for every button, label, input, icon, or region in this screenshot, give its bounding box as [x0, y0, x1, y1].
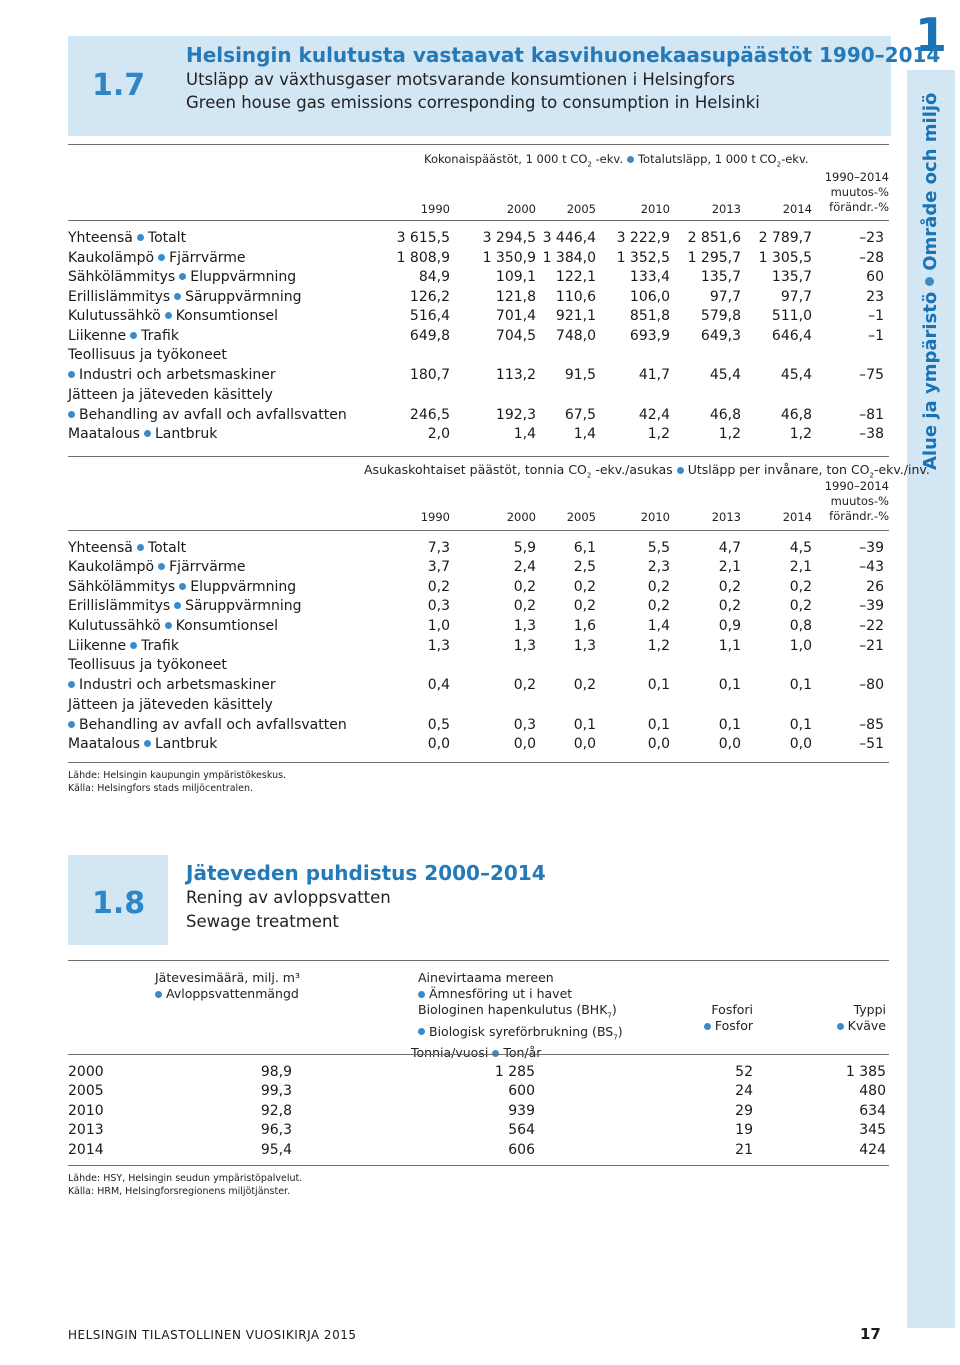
table-cell: 1,4: [513, 426, 536, 442]
table-cell: 0,1: [718, 677, 741, 693]
table-cell: 0,8: [789, 618, 812, 634]
table-cell: 46,8: [709, 407, 741, 423]
nitrogen-heading: Typpi Kväve: [790, 1002, 886, 1034]
table-cell: 41,7: [638, 367, 670, 383]
section-subtitle-en: Green house gas emissions corresponding to consumption in Helsinki: [186, 93, 760, 112]
change-cell: –28: [859, 250, 884, 266]
phosphorus-heading: Fosfori Fosfor: [650, 1002, 753, 1034]
table-cell: 0,1: [573, 717, 596, 733]
table-cell: 2,4: [513, 559, 536, 575]
table-cell: 2,3: [647, 559, 670, 575]
row-label-fi: Kulutussähkö: [68, 308, 161, 324]
row-label-sv: Fjärrvärme: [169, 250, 246, 266]
row-label-sv-text: Behandling av avfall och avfallsvatten: [79, 717, 347, 733]
section-subtitle-sv: Utsläpp av växthusgaser motsvarande konsumtionen i Helsingfors: [186, 70, 735, 89]
table-cell: 1 384,0: [542, 250, 596, 266]
change-heading: 1990–2014 muutos-% förändr.-%: [824, 479, 889, 523]
change-cell: –1: [868, 308, 884, 324]
bullet-dot: [68, 721, 75, 728]
table-cell: 106,0: [629, 289, 670, 305]
row-label-fi: Yhteensä: [68, 540, 133, 556]
bullet-dot: [130, 332, 137, 339]
row-label-sv: Lantbruk: [154, 736, 218, 752]
table-cell: 701,4: [495, 308, 536, 324]
row-label: [68, 617, 278, 635]
year-heading: 2000: [506, 202, 536, 216]
row-label-fi: Maatalous: [68, 426, 140, 442]
table-cell: 0,2: [427, 579, 450, 595]
table-cell: 1,3: [427, 638, 450, 654]
table-cell: 3,7: [427, 559, 450, 575]
table-cell: 1,2: [789, 426, 812, 442]
row-label-sv: Konsumtionsel: [175, 308, 279, 324]
table-cell: 0,0: [513, 736, 536, 752]
table-cell: 3 446,4: [542, 230, 596, 246]
row-label-fi: Sähkölämmitys: [68, 269, 176, 285]
table-cell: 1 350,9: [482, 250, 536, 266]
table-cell: 1 808,9: [396, 250, 450, 266]
year-heading: 2014: [782, 510, 812, 524]
table-cell: 1,6: [573, 618, 596, 634]
bullet-dot: [137, 544, 144, 551]
table-cell: 126,2: [409, 289, 450, 305]
table-cell: 1 305,5: [758, 250, 812, 266]
row-label-sv: Säruppvärmning: [185, 598, 302, 614]
table-cell: 2,1: [718, 559, 741, 575]
row-label-sv: Trafik: [141, 638, 179, 654]
phosphorus-cell: 19: [735, 1122, 753, 1138]
chapter-number: 1: [914, 8, 947, 62]
table-rule: [68, 456, 889, 457]
bullet-dot: [68, 681, 75, 688]
row-label: [68, 578, 296, 596]
bod-cell: 600: [508, 1083, 535, 1099]
row-label: [68, 558, 246, 576]
row-label-sv: Eluppvärmning: [190, 579, 297, 595]
change-cell: –38: [859, 426, 884, 442]
year-heading: 2005: [566, 202, 596, 216]
table-cell: 0,0: [427, 736, 450, 752]
nitrogen-cell: 424: [859, 1142, 886, 1158]
section-subtitle-en: Sewage treatment: [186, 912, 339, 931]
phosphorus-cell: 29: [735, 1103, 753, 1119]
table-cell: 0,1: [647, 677, 670, 693]
table-cell: 7,3: [427, 540, 450, 556]
row-label-fi: Erillislämmitys: [68, 598, 171, 614]
row-label-sv-text: Industri och arbetsmaskiner: [79, 677, 276, 693]
table-cell: 1,2: [647, 426, 670, 442]
row-label-sv: Konsumtionsel: [175, 618, 279, 634]
year-heading: 2013: [711, 202, 741, 216]
table-cell: 0,0: [647, 736, 670, 752]
table-rule: [68, 1054, 889, 1055]
table-cell: 97,7: [780, 289, 812, 305]
phosphorus-cell: 52: [735, 1064, 753, 1080]
volume-cell: 99,3: [260, 1083, 292, 1099]
row-label-fi: Kaukolämpö: [68, 559, 155, 575]
year-label: 2014: [68, 1142, 104, 1158]
table-cell: 0,2: [513, 598, 536, 614]
year-label: 2005: [68, 1083, 104, 1099]
table-cell: 0,2: [513, 677, 536, 693]
year-heading: 2014: [782, 202, 812, 216]
row-label: [68, 288, 302, 306]
row-label-fi: Erillislämmitys: [68, 289, 171, 305]
year-label: 2000: [68, 1064, 104, 1080]
table-cell: 0,3: [513, 717, 536, 733]
table-cell: 246,5: [409, 407, 450, 423]
table-rule: [68, 220, 889, 221]
volume-cell: 98,9: [260, 1064, 292, 1080]
change-cell: 23: [866, 289, 884, 305]
table-cell: 5,5: [647, 540, 670, 556]
section-number: 1.8: [92, 886, 146, 921]
table-cell: 0,9: [718, 618, 741, 634]
table-cell: 2,0: [427, 426, 450, 442]
bullet-dot: [165, 312, 172, 319]
table-rule: [68, 960, 889, 961]
change-cell: –85: [859, 717, 884, 733]
row-label-sv: [68, 716, 347, 734]
table-rule: [68, 1165, 889, 1166]
table-cell: 0,2: [647, 598, 670, 614]
row-label-fi: Teollisuus ja työkoneet: [68, 347, 227, 363]
table-cell: 42,4: [638, 407, 670, 423]
table-cell: 511,0: [771, 308, 812, 324]
bullet-dot: [144, 740, 151, 747]
table-cell: 704,5: [495, 328, 536, 344]
table-cell: 67,5: [564, 407, 596, 423]
bullet-dot: [174, 602, 181, 609]
table-cell: 516,4: [409, 308, 450, 324]
row-label-sv-text: Industri och arbetsmaskiner: [79, 367, 276, 383]
table-cell: 84,9: [418, 269, 450, 285]
bod-cell: 1 285: [494, 1064, 535, 1080]
section-title: Helsingin kulutusta vastaavat kasvihuonekaasupäästöt 1990–2014: [186, 43, 941, 67]
year-heading: 2005: [566, 510, 596, 524]
volume-heading: Jätevesimäärä, milj. m³ Avloppsvattenmängd: [155, 970, 300, 1001]
row-label-sv: Totalt: [147, 230, 187, 246]
table-cell: 1,0: [789, 638, 812, 654]
change-cell: –39: [859, 598, 884, 614]
table-cell: 0,2: [789, 598, 812, 614]
table-cell: 45,4: [780, 367, 812, 383]
bullet-dot: [174, 293, 181, 300]
table-cell: 0,2: [573, 598, 596, 614]
year-heading: 1990: [420, 510, 450, 524]
change-cell: –23: [859, 230, 884, 246]
table-cell: 921,1: [555, 308, 596, 324]
table-cell: 3 222,9: [616, 230, 670, 246]
table-cell: 1,4: [573, 426, 596, 442]
table-cell: 649,3: [700, 328, 741, 344]
table-cell: 0,2: [573, 677, 596, 693]
bullet-dot: [158, 563, 165, 570]
phosphorus-cell: 24: [735, 1083, 753, 1099]
change-cell: –75: [859, 367, 884, 383]
table-cell: 0,2: [573, 579, 596, 595]
row-label: [68, 327, 179, 345]
section-title: Jäteveden puhdistus 2000–2014: [186, 861, 546, 885]
row-label-sv: Totalt: [147, 540, 187, 556]
bullet-dot: [179, 583, 186, 590]
volume-cell: 92,8: [260, 1103, 292, 1119]
table-cell: 180,7: [409, 367, 450, 383]
table-cell: 579,8: [700, 308, 741, 324]
row-label: [68, 229, 186, 247]
row-label: [68, 539, 186, 557]
row-label: [68, 637, 179, 655]
table-cell: 0,2: [513, 579, 536, 595]
table-cell: 748,0: [555, 328, 596, 344]
bullet-dot: [68, 411, 75, 418]
table-cell: 113,2: [495, 367, 536, 383]
change-cell: –80: [859, 677, 884, 693]
nitrogen-cell: 634: [859, 1103, 886, 1119]
table-cell: 646,4: [771, 328, 812, 344]
row-label: [68, 425, 217, 443]
bullet-dot: [165, 622, 172, 629]
table-cell: 1,2: [718, 426, 741, 442]
table-cell: 1,3: [513, 618, 536, 634]
table-cell: 0,5: [427, 717, 450, 733]
nitrogen-cell: 345: [859, 1122, 886, 1138]
table-cell: 0,2: [647, 579, 670, 595]
table-cell: 4,5: [789, 540, 812, 556]
bullet-dot: [68, 371, 75, 378]
table-cell: 0,0: [718, 736, 741, 752]
bod-cell: 564: [508, 1122, 535, 1138]
change-cell: –43: [859, 559, 884, 575]
table-cell: 1,4: [647, 618, 670, 634]
table-unit-heading: Kokonaispäästöt, 1 000 t $CO_2$ -ekv. Totalutsläpp, 1 000 t $CO_2$-ekv.: [424, 152, 809, 169]
table-cell: 0,1: [789, 677, 812, 693]
bullet-dot: [144, 430, 151, 437]
row-label: [68, 249, 246, 267]
row-label-fi: Kulutussähkö: [68, 618, 161, 634]
table-cell: 0,1: [789, 717, 812, 733]
row-label-fi: Kaukolämpö: [68, 250, 155, 266]
row-label: [68, 735, 217, 753]
table-cell: 1 295,7: [687, 250, 741, 266]
row-label-sv: Fjärrvärme: [169, 559, 246, 575]
table-cell: 2 851,6: [687, 230, 741, 246]
table-cell: 1,3: [573, 638, 596, 654]
row-label-fi: Liikenne: [68, 328, 127, 344]
change-cell: –39: [859, 540, 884, 556]
bullet-dot: [137, 234, 144, 241]
table-cell: 0,4: [427, 677, 450, 693]
row-label-sv: [68, 676, 276, 694]
table-cell: 3 294,5: [482, 230, 536, 246]
table-cell: 1,1: [718, 638, 741, 654]
table-cell: 2,5: [573, 559, 596, 575]
bod-cell: 939: [508, 1103, 535, 1119]
year-label: 2010: [68, 1103, 104, 1119]
table-cell: 0,0: [789, 736, 812, 752]
row-label-fi: Jätteen ja jäteveden käsittely: [68, 697, 273, 713]
table-cell: 0,1: [647, 717, 670, 733]
row-label-fi: Yhteensä: [68, 230, 133, 246]
table-cell: 121,8: [495, 289, 536, 305]
row-label: [68, 307, 278, 325]
row-label: [68, 268, 296, 286]
source-fi: Lähde: Helsingin kaupungin ympäristökeskus.: [68, 770, 287, 781]
change-cell: –22: [859, 618, 884, 634]
bod-cell: 606: [508, 1142, 535, 1158]
table-cell: 693,9: [629, 328, 670, 344]
table-cell: 0,2: [718, 579, 741, 595]
table-cell: 2 789,7: [758, 230, 812, 246]
phosphorus-cell: 21: [735, 1142, 753, 1158]
year-label: 2013: [68, 1122, 104, 1138]
row-label-sv: [68, 406, 347, 424]
table-cell: 110,6: [555, 289, 596, 305]
table-cell: 91,5: [564, 367, 596, 383]
load-heading: Ainevirtaama mereen Ämnesföring ut i havet Biologinen hapenkulutus $(BHK_7)$ Biologisk syreförbrukning $(BS_7)$ Tonnia/vuosi Ton/år: [411, 970, 623, 1060]
change-cell: 60: [866, 269, 884, 285]
table-cell: 122,1: [555, 269, 596, 285]
bullet-dot: [179, 273, 186, 280]
table-cell: 0,2: [718, 598, 741, 614]
change-cell: 26: [866, 579, 884, 595]
table-cell: 192,3: [495, 407, 536, 423]
table-cell: 6,1: [573, 540, 596, 556]
section-subtitle-sv: Rening av avloppsvatten: [186, 888, 391, 907]
table-cell: 3 615,5: [396, 230, 450, 246]
table-cell: 45,4: [709, 367, 741, 383]
row-label-fi: Sähkölämmitys: [68, 579, 176, 595]
change-cell: –51: [859, 736, 884, 752]
table-unit-heading: Asukaskohtaiset päästöt, tonnia $CO_2$ -ekv./asukas Utsläpp per invånare, ton $CO_2-ekv$./inv.: [364, 462, 930, 480]
change-cell: –21: [859, 638, 884, 654]
year-heading: 2010: [640, 202, 670, 216]
row-label-sv-text: Behandling av avfall och avfallsvatten: [79, 407, 347, 423]
table-cell: 1,3: [513, 638, 536, 654]
table-cell: 135,7: [771, 269, 812, 285]
chapter-label: Alue ja ympäristöOmråde och miljö: [920, 92, 941, 470]
year-heading: 1990: [420, 202, 450, 216]
table-cell: 0,0: [573, 736, 596, 752]
table-cell: 97,7: [709, 289, 741, 305]
row-label-fi: Liikenne: [68, 638, 127, 654]
year-heading: 2013: [711, 510, 741, 524]
row-label-sv: [68, 366, 276, 384]
page-number: 17: [860, 1325, 881, 1343]
nitrogen-cell: 1 385: [845, 1064, 886, 1080]
row-label-fi: Maatalous: [68, 736, 140, 752]
table-cell: 0,3: [427, 598, 450, 614]
table-cell: 1 352,5: [616, 250, 670, 266]
row-label-fi: Teollisuus ja työkoneet: [68, 657, 227, 673]
year-heading: 2010: [640, 510, 670, 524]
table-cell: 649,8: [409, 328, 450, 344]
year-heading: 2000: [506, 510, 536, 524]
section-number: 1.7: [92, 68, 146, 103]
table-cell: 46,8: [780, 407, 812, 423]
table-cell: 4,7: [718, 540, 741, 556]
source-sv: Källa: HRM, Helsingforsregionens miljötjänster.: [68, 1186, 291, 1197]
table-cell: 109,1: [495, 269, 536, 285]
row-label-fi: Jätteen ja jäteveden käsittely: [68, 387, 273, 403]
row-label-sv: Lantbruk: [154, 426, 218, 442]
table-rule: [68, 762, 889, 763]
volume-cell: 95,4: [260, 1142, 292, 1158]
table-cell: 5,9: [513, 540, 536, 556]
table-cell: 1,2: [647, 638, 670, 654]
row-label-sv: Trafik: [141, 328, 179, 344]
nitrogen-cell: 480: [859, 1083, 886, 1099]
volume-cell: 96,3: [260, 1122, 292, 1138]
table-rule: [68, 530, 889, 531]
table-rule: [68, 144, 889, 145]
change-cell: –1: [868, 328, 884, 344]
table-cell: 2,1: [789, 559, 812, 575]
change-cell: –81: [859, 407, 884, 423]
source-sv: Källa: Helsingfors stads miljöcentralen.: [68, 783, 254, 794]
row-label-sv: Säruppvärmning: [185, 289, 302, 305]
change-heading: 1990–2014 muutos-% förändr.-%: [824, 170, 889, 214]
book-title: HELSINGIN TILASTOLLINEN VUOSIKIRJA 2015: [68, 1328, 357, 1342]
table-cell: 1,0: [427, 618, 450, 634]
source-fi: Lähde: HSY, Helsingin seudun ympäristöpalvelut.: [68, 1173, 303, 1184]
row-label-sv: Eluppvärmning: [190, 269, 297, 285]
row-label: [68, 597, 302, 615]
table-cell: 133,4: [629, 269, 670, 285]
table-cell: 135,7: [700, 269, 741, 285]
table-cell: 0,1: [718, 717, 741, 733]
bullet-dot: [130, 642, 137, 649]
table-cell: 0,2: [789, 579, 812, 595]
bullet-dot: [158, 254, 165, 261]
table-cell: 851,8: [629, 308, 670, 324]
